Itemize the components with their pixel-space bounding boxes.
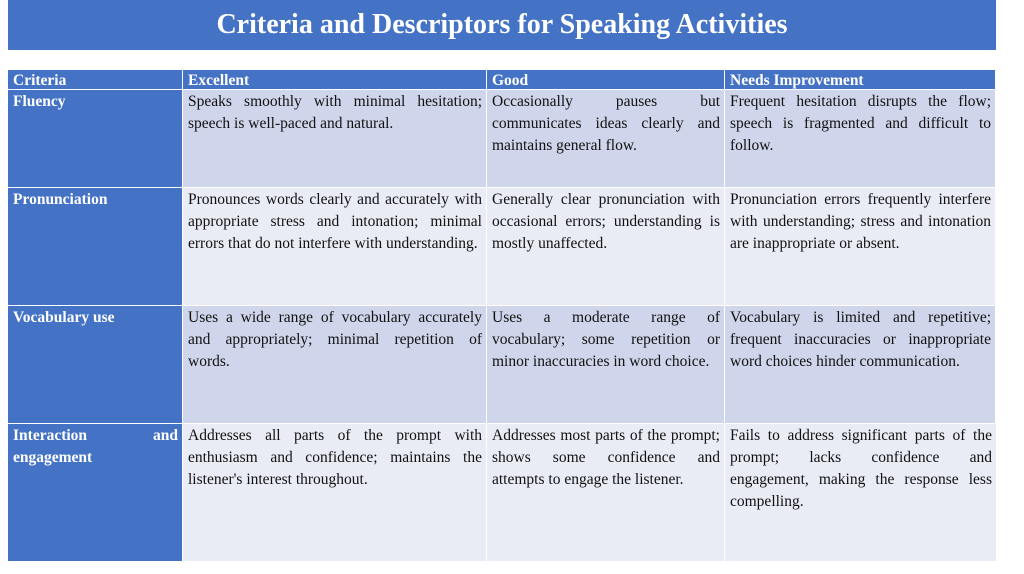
table-cell: Frequent hesitation disrupts the flow; speech is fragmented and difficult to follow. — [725, 90, 996, 188]
title-bar — [8, 0, 996, 50]
table-cell: Uses a wide range of vocabulary accurately and appropriately; minimal repetition of words. — [183, 306, 487, 424]
table-cell: Pronunciation errors frequently interfere with understanding; stress and intonation are inappropriate or absent. — [725, 188, 996, 306]
column-header-good: Good — [487, 70, 725, 90]
column-header-criteria: Criteria — [8, 70, 183, 90]
column-header-needs-improvement: Needs Improvement — [725, 70, 996, 90]
table-cell: Speaks smoothly with minimal hesitation; speech is well-paced and natural. — [183, 90, 487, 188]
table-cell: Generally clear pronunciation with occasional errors; understanding is mostly unaffected. — [487, 188, 725, 306]
table-cell: Uses a moderate range of vocabulary; some repetition or minor inaccuracies in word choice. — [487, 306, 725, 424]
table-cell: Pronounces words clearly and accurately with appropriate stress and intonation; minimal errors that do not interfere with understanding. — [183, 188, 487, 306]
column-header-excellent: Excellent — [183, 70, 487, 90]
table-cell: Addresses most parts of the prompt; shows some confidence and attempts to engage the listener. — [487, 424, 725, 562]
row-header-interaction-engagement: Interaction and engagement — [8, 424, 183, 562]
row-header-vocabulary-use: Vocabulary use — [8, 306, 183, 424]
table-cell: Addresses all parts of the prompt with enthusiasm and confidence; maintains the listener's interest throughout. — [183, 424, 487, 562]
page-title: Criteria and Descriptors for Speaking Activities — [216, 9, 788, 40]
criteria-table — [8, 70, 996, 562]
row-header-pronunciation: Pronunciation — [8, 188, 183, 306]
table-cell: Vocabulary is limited and repetitive; frequent inaccuracies or inappropriate word choices hinder communication. — [725, 306, 996, 424]
table-cell: Fails to address significant parts of the prompt; lacks confidence and engagement, making the response less compelling. — [725, 424, 996, 562]
table-cell: Occasionally pauses but communicates ideas clearly and maintains general flow. — [487, 90, 725, 188]
row-header-fluency: Fluency — [8, 90, 183, 188]
